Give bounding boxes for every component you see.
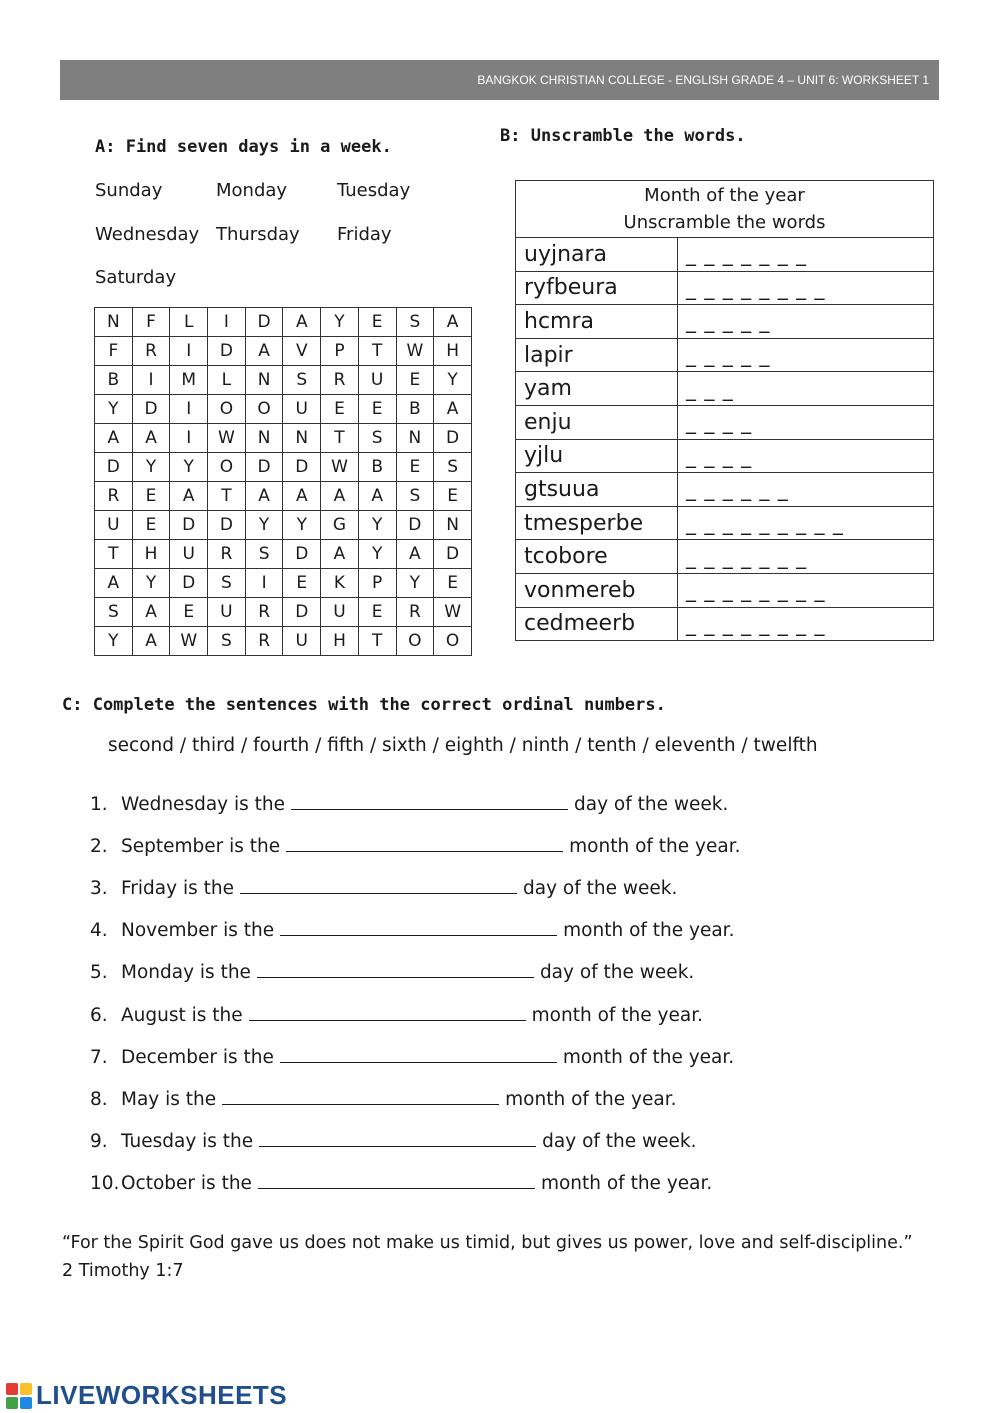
grid-letter[interactable]: I [132, 366, 170, 395]
answer-blank-line[interactable] [222, 1085, 499, 1105]
grid-letter[interactable]: E [396, 366, 434, 395]
grid-letter[interactable]: E [434, 569, 472, 598]
grid-letter[interactable]: U [170, 540, 208, 569]
answer-blank-line[interactable] [257, 959, 534, 979]
day-word: Sunday [95, 180, 163, 201]
grid-letter[interactable]: D [283, 540, 321, 569]
unscramble-row [516, 238, 934, 272]
grid-letter[interactable]: W [321, 453, 359, 482]
answer-blank[interactable]: _ _ _ _ [678, 405, 934, 439]
unscramble-row [516, 372, 934, 406]
scrambled-word: uyjnara [516, 238, 678, 272]
answer-blank-line[interactable] [240, 874, 517, 894]
grid-letter[interactable]: E [358, 308, 396, 337]
grid-letter[interactable]: Y [321, 308, 359, 337]
grid-letter[interactable]: S [358, 424, 396, 453]
grid-letter[interactable]: A [132, 424, 170, 453]
sentence-end: month of the year. [540, 1173, 713, 1195]
grid-letter[interactable]: G [321, 511, 359, 540]
grid-letter[interactable]: W [434, 598, 472, 627]
sentence-start: May is the [121, 1088, 217, 1110]
sentence-start: November is the [121, 920, 275, 942]
sentence-item [90, 1001, 703, 1026]
sentence-end: month of the year. [563, 920, 735, 942]
sentence-number: 6. [90, 1004, 108, 1026]
grid-letter[interactable]: D [208, 511, 246, 540]
grid-letter[interactable]: M [170, 366, 208, 395]
grid-letter[interactable]: U [283, 395, 321, 424]
grid-letter[interactable]: R [132, 337, 170, 366]
grid-letter[interactable]: Y [95, 627, 133, 656]
grid-row [95, 511, 472, 540]
ordinal-word-bank: second / third / fourth / fifth / sixth / eighth / ninth / tenth / eleventh / twelfth [108, 735, 818, 756]
unscramble-row [516, 473, 934, 507]
sentence-item [90, 959, 694, 984]
answer-blank[interactable]: _ _ _ [678, 372, 934, 406]
sentence-number: 2. [90, 835, 108, 857]
grid-letter[interactable]: N [245, 366, 283, 395]
unscramble-row [516, 338, 934, 372]
grid-letter[interactable]: W [170, 627, 208, 656]
grid-row [95, 424, 472, 453]
grid-letter[interactable]: D [208, 337, 246, 366]
grid-letter[interactable]: E [170, 598, 208, 627]
grid-letter[interactable]: E [396, 453, 434, 482]
answer-blank[interactable]: _ _ _ _ [678, 439, 934, 473]
header-line-2: Unscramble the words [623, 212, 826, 233]
grid-letter[interactable]: R [245, 627, 283, 656]
sentence-start: September is the [121, 835, 281, 857]
grid-letter[interactable]: E [321, 395, 359, 424]
grid-letter[interactable]: D [283, 453, 321, 482]
grid-letter[interactable]: A [170, 482, 208, 511]
sentence-end: month of the year. [569, 835, 741, 857]
section-b-title: B: Unscramble the words. [500, 126, 746, 146]
answer-blank-line[interactable] [249, 1001, 526, 1021]
grid-letter[interactable]: S [208, 627, 246, 656]
grid-letter[interactable]: D [245, 453, 283, 482]
answer-blank[interactable]: _ _ _ _ _ _ _ _ [678, 607, 934, 641]
grid-letter[interactable]: O [245, 395, 283, 424]
unscramble-row [516, 305, 934, 339]
sentence-number: 3. [90, 877, 108, 899]
scrambled-word: hcmra [516, 305, 678, 339]
sentence-number: 8. [90, 1088, 108, 1110]
grid-letter[interactable]: E [434, 482, 472, 511]
grid-row [95, 540, 472, 569]
grid-letter[interactable]: I [170, 395, 208, 424]
grid-letter[interactable]: Y [245, 511, 283, 540]
day-word: Thursday [216, 224, 300, 245]
answer-blank[interactable]: _ _ _ _ _ [678, 305, 934, 339]
grid-letter[interactable]: O [396, 627, 434, 656]
grid-letter[interactable]: N [434, 511, 472, 540]
grid-letter[interactable]: N [95, 308, 133, 337]
grid-letter[interactable]: R [245, 598, 283, 627]
grid-letter[interactable]: B [358, 453, 396, 482]
grid-letter[interactable]: A [434, 395, 472, 424]
grid-letter[interactable]: D [170, 511, 208, 540]
answer-blank[interactable]: _ _ _ _ _ [678, 338, 934, 372]
grid-letter[interactable]: P [321, 337, 359, 366]
sentence-start: Wednesday is the [121, 793, 286, 815]
grid-letter[interactable]: Y [132, 453, 170, 482]
grid-letter[interactable]: A [245, 482, 283, 511]
scrambled-word: gtsuua [516, 473, 678, 507]
grid-letter[interactable]: E [358, 598, 396, 627]
grid-letter[interactable]: S [245, 540, 283, 569]
grid-letter[interactable]: E [132, 511, 170, 540]
word-search-grid [94, 307, 472, 656]
bible-reference: 2 Timothy 1:7 [62, 1261, 184, 1281]
grid-row [95, 453, 472, 482]
sentence-number: 4. [90, 920, 108, 942]
grid-letter[interactable]: R [208, 540, 246, 569]
unscramble-row [516, 271, 934, 305]
grid-letter[interactable]: A [321, 482, 359, 511]
grid-letter[interactable]: D [434, 540, 472, 569]
day-word: Wednesday [95, 224, 200, 245]
grid-letter[interactable]: A [358, 482, 396, 511]
unscramble-row [516, 506, 934, 540]
worksheet-header [60, 60, 939, 100]
grid-letter[interactable]: Y [396, 569, 434, 598]
grid-letter[interactable]: Y [358, 540, 396, 569]
grid-letter[interactable]: U [208, 598, 246, 627]
answer-blank[interactable]: _ _ _ _ _ _ _ _ [678, 271, 934, 305]
sentence-start: Tuesday is the [121, 1131, 254, 1153]
logo-icon [6, 1383, 32, 1409]
sentence-number: 7. [90, 1046, 108, 1068]
grid-row [95, 482, 472, 511]
grid-letter[interactable]: T [95, 540, 133, 569]
unscramble-table [515, 180, 934, 641]
logo-text: LIVEWORKSHEETS [36, 1380, 288, 1410]
sentence-item [90, 1085, 677, 1110]
grid-row [95, 627, 472, 656]
grid-letter[interactable]: B [396, 395, 434, 424]
grid-row [95, 366, 472, 395]
answer-blank-line[interactable] [286, 832, 563, 852]
unscramble-row [516, 573, 934, 607]
grid-letter[interactable]: E [132, 482, 170, 511]
grid-letter[interactable]: F [95, 337, 133, 366]
grid-letter[interactable]: A [245, 337, 283, 366]
grid-letter[interactable]: R [95, 482, 133, 511]
grid-letter[interactable]: A [434, 308, 472, 337]
grid-letter[interactable]: A [396, 540, 434, 569]
grid-letter[interactable]: S [95, 598, 133, 627]
grid-letter[interactable]: Y [170, 453, 208, 482]
sentence-item [90, 917, 734, 942]
sentence-start: October is the [121, 1173, 252, 1195]
grid-letter[interactable]: I [245, 569, 283, 598]
unscramble-row [516, 405, 934, 439]
sentence-end: month of the year. [562, 1046, 735, 1068]
unscramble-row [516, 540, 934, 574]
grid-letter[interactable]: D [95, 453, 133, 482]
grid-row [95, 569, 472, 598]
grid-letter[interactable]: S [283, 366, 321, 395]
answer-blank-line[interactable] [291, 790, 568, 810]
day-word: Monday [216, 180, 288, 201]
scrambled-word: ryfbeura [516, 271, 678, 305]
answer-blank[interactable]: _ _ _ _ _ _ _ [678, 238, 934, 272]
grid-letter[interactable]: A [95, 569, 133, 598]
grid-letter[interactable]: P [358, 569, 396, 598]
grid-letter[interactable]: O [208, 453, 246, 482]
grid-row [95, 308, 472, 337]
grid-letter[interactable]: W [396, 337, 434, 366]
sentence-item [90, 1170, 712, 1195]
grid-letter[interactable]: E [283, 569, 321, 598]
grid-letter[interactable]: N [245, 424, 283, 453]
answer-blank[interactable]: _ _ _ _ _ _ _ _ _ [678, 506, 934, 540]
grid-letter[interactable]: U [283, 627, 321, 656]
section-a-title: A: Find seven days in a week. [95, 137, 392, 157]
answer-blank[interactable]: _ _ _ _ _ _ _ _ [678, 573, 934, 607]
bible-quote: “For the Spirit God gave us does not make us timid, but gives us power, love and self-discipline.” [62, 1233, 913, 1253]
answer-blank-line[interactable] [259, 1128, 536, 1148]
grid-letter[interactable]: Y [283, 511, 321, 540]
scrambled-word: lapir [516, 338, 678, 372]
sentence-item [90, 832, 741, 857]
grid-letter[interactable]: R [321, 366, 359, 395]
grid-letter[interactable]: S [434, 453, 472, 482]
grid-letter[interactable]: Y [434, 366, 472, 395]
grid-letter[interactable]: A [132, 627, 170, 656]
grid-letter[interactable]: A [95, 424, 133, 453]
grid-letter[interactable]: O [208, 395, 246, 424]
grid-letter[interactable]: E [358, 395, 396, 424]
grid-row [95, 337, 472, 366]
sentence-end: month of the year. [531, 1004, 703, 1026]
grid-letter[interactable]: D [396, 511, 434, 540]
grid-letter[interactable]: D [170, 569, 208, 598]
grid-letter[interactable]: A [283, 308, 321, 337]
grid-letter[interactable]: S [396, 482, 434, 511]
grid-letter[interactable]: Y [132, 569, 170, 598]
section-c-title: C: Complete the sentences with the correct ordinal numbers. [62, 695, 666, 715]
grid-letter[interactable]: T [321, 424, 359, 453]
grid-letter[interactable]: F [132, 308, 170, 337]
scrambled-word: yjlu [516, 439, 678, 473]
answer-blank-line[interactable] [280, 917, 557, 937]
header-line-1: Month of the year [644, 185, 805, 206]
grid-letter[interactable]: A [132, 598, 170, 627]
sentence-end: day of the week. [539, 962, 695, 984]
grid-letter[interactable]: R [396, 598, 434, 627]
unscramble-row [516, 607, 934, 641]
liveworksheets-logo [6, 1380, 287, 1411]
sentence-item [90, 1043, 734, 1068]
sentence-start: December is the [121, 1046, 274, 1068]
answer-blank[interactable]: _ _ _ _ _ _ [678, 473, 934, 507]
grid-letter[interactable]: D [434, 424, 472, 453]
scrambled-word: tcobore [516, 540, 678, 574]
sentence-end: day of the week. [522, 877, 678, 899]
sentence-start: Monday is the [121, 962, 251, 984]
grid-letter[interactable]: U [95, 511, 133, 540]
grid-letter[interactable]: T [358, 627, 396, 656]
sentence-number: 10. [90, 1173, 120, 1195]
day-word: Saturday [95, 267, 177, 288]
grid-letter[interactable]: Y [95, 395, 133, 424]
unscramble-row [516, 439, 934, 473]
grid-letter[interactable]: I [170, 337, 208, 366]
grid-letter[interactable]: H [321, 627, 359, 656]
sentence-item [90, 1128, 697, 1153]
grid-row [95, 395, 472, 424]
sentence-item [90, 874, 677, 899]
grid-letter[interactable]: V [283, 337, 321, 366]
grid-letter[interactable]: T [208, 482, 246, 511]
sentence-number: 5. [90, 962, 108, 984]
grid-letter[interactable]: L [170, 308, 208, 337]
grid-letter[interactable]: N [396, 424, 434, 453]
grid-letter[interactable]: A [321, 540, 359, 569]
grid-letter[interactable]: D [132, 395, 170, 424]
grid-letter[interactable]: N [283, 424, 321, 453]
scrambled-word: enju [516, 405, 678, 439]
grid-letter[interactable]: S [396, 308, 434, 337]
grid-letter[interactable]: S [208, 569, 246, 598]
grid-letter[interactable]: U [358, 366, 396, 395]
sentence-end: day of the week. [574, 793, 729, 815]
scrambled-word: vonmereb [516, 573, 678, 607]
grid-letter[interactable]: B [95, 366, 133, 395]
grid-letter[interactable]: L [208, 366, 246, 395]
header-text: BANGKOK CHRISTIAN COLLEGE - ENGLISH GRADE 4 – UNIT 6: WORKSHEET 1 [477, 73, 929, 87]
grid-letter[interactable]: W [208, 424, 246, 453]
sentence-number: 1. [90, 793, 108, 815]
grid-row [95, 598, 472, 627]
grid-letter[interactable]: A [283, 482, 321, 511]
grid-letter[interactable]: I [208, 308, 246, 337]
answer-blank-line[interactable] [280, 1043, 557, 1063]
day-word: Friday [337, 224, 392, 245]
sentence-start: August is the [121, 1004, 243, 1026]
unscramble-table-header [516, 181, 934, 238]
scrambled-word: yam [516, 372, 678, 406]
grid-letter[interactable]: Y [358, 511, 396, 540]
grid-letter[interactable]: I [170, 424, 208, 453]
answer-blank[interactable]: _ _ _ _ _ _ _ [678, 540, 934, 574]
day-word: Tuesday [337, 180, 411, 201]
grid-letter[interactable]: T [358, 337, 396, 366]
grid-letter[interactable]: K [321, 569, 359, 598]
scrambled-word: tmesperbe [516, 506, 678, 540]
grid-letter[interactable]: H [434, 337, 472, 366]
grid-letter[interactable]: O [434, 627, 472, 656]
scrambled-word: cedmeerb [516, 607, 678, 641]
grid-letter[interactable]: D [245, 308, 283, 337]
answer-blank-line[interactable] [258, 1170, 535, 1190]
sentence-start: Friday is the [121, 877, 234, 899]
grid-letter[interactable]: D [283, 598, 321, 627]
sentence-number: 9. [90, 1131, 108, 1153]
sentence-end: month of the year. [505, 1088, 677, 1110]
sentence-item [90, 790, 728, 815]
sentence-end: day of the week. [542, 1131, 697, 1153]
grid-letter[interactable]: H [132, 540, 170, 569]
grid-letter[interactable]: U [321, 598, 359, 627]
